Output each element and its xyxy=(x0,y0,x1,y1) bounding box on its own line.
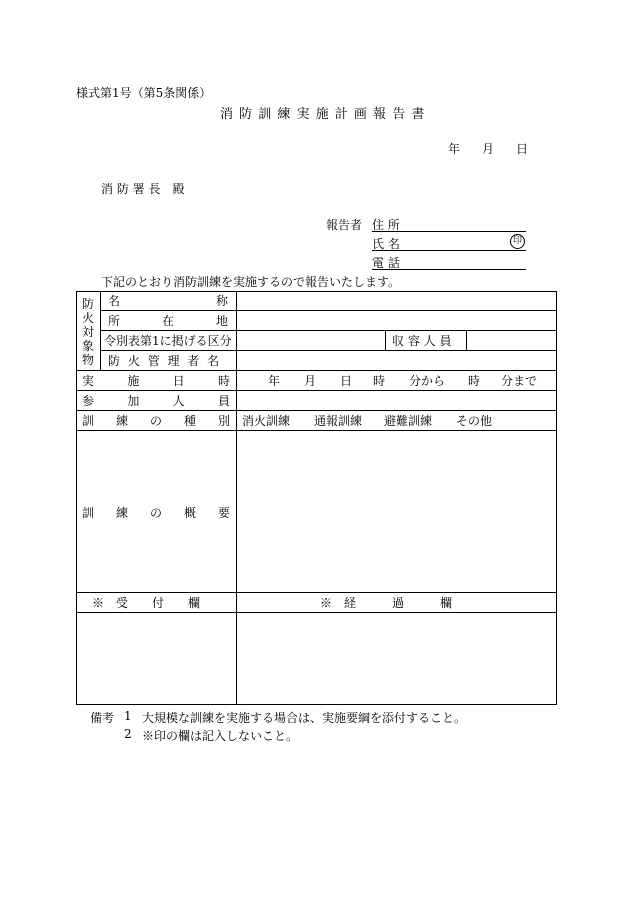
document-title: 消 防 訓 練 実 施 計 画 報 告 書 xyxy=(220,107,426,122)
form-number: 様式第1号（第5条関係） xyxy=(76,86,212,100)
training-overview-input[interactable] xyxy=(237,431,555,592)
addressee: 消 防 署 長 殿 xyxy=(101,182,185,196)
datetime-hour-to: 時 xyxy=(468,374,481,388)
capacity-input[interactable] xyxy=(467,331,555,350)
object-location-input[interactable] xyxy=(237,311,555,330)
training-type-reporting[interactable]: 通報訓練 xyxy=(314,414,363,428)
reporter-name-label: 氏 名 xyxy=(372,237,400,251)
date-day-label: 日 xyxy=(516,142,529,156)
note-2-number: 2 xyxy=(124,727,132,741)
reporter-phone-field[interactable] xyxy=(372,254,526,270)
training-type-other[interactable]: その他 xyxy=(456,414,493,428)
datetime-hour-from: 時 xyxy=(373,374,386,388)
manager-name-input[interactable] xyxy=(237,351,555,370)
reporter-address-label: 住 所 xyxy=(372,218,400,232)
note-2-text: ※印の欄は記入しないこと。 xyxy=(142,729,299,743)
datetime-day: 日 xyxy=(340,374,353,388)
object-name-input[interactable] xyxy=(237,292,555,310)
date-month-label: 月 xyxy=(482,142,495,156)
progress-area xyxy=(237,613,555,704)
notes-label: 備考 xyxy=(90,711,115,725)
reporter-address-field[interactable] xyxy=(372,216,526,232)
training-overview-label: 訓 練 の 概 要 xyxy=(82,506,230,520)
date-year-label: 年 xyxy=(448,142,461,156)
datetime-minute-from: 分から xyxy=(409,374,446,388)
manager-name-label: 防 火 管 理 者 名 xyxy=(108,354,222,368)
note-1-number: 1 xyxy=(124,709,132,723)
training-type-evacuation[interactable]: 避難訓練 xyxy=(384,414,433,428)
category-label: 令別表第1に掲げる区分 xyxy=(104,334,232,348)
reception-column-label: ※ 受 付 欄 xyxy=(92,596,201,610)
datetime-minute-to: 分まで xyxy=(501,374,538,388)
object-name-label: 名 称 xyxy=(108,294,228,308)
datetime-month: 月 xyxy=(304,374,317,388)
category-input[interactable] xyxy=(237,331,384,350)
capacity-label: 収 容 人 員 xyxy=(392,334,452,348)
participants-input[interactable] xyxy=(237,391,555,410)
training-type-fire-extinguishing[interactable]: 消火訓練 xyxy=(242,414,291,428)
training-type-label: 訓 練 の 種 別 xyxy=(82,414,230,428)
reporter-label: 報告者 xyxy=(326,218,363,232)
reporter-phone-label: 電 話 xyxy=(372,256,400,270)
note-1-text: 大規模な訓練を実施する場合は、実施要綱を添付すること。 xyxy=(142,711,467,725)
object-location-label: 所 在 地 xyxy=(108,314,228,328)
reception-area xyxy=(77,613,236,704)
datetime-label: 実 施 日 時 xyxy=(82,374,230,388)
fire-prevention-object-group-label: 防火対象物 xyxy=(81,297,94,367)
reporter-name-field[interactable] xyxy=(372,235,526,251)
intro-text: 下記のとおり消防訓練を実施するので報告いたします。 xyxy=(101,275,401,289)
progress-column-label: ※ 経 過 欄 xyxy=(320,596,453,610)
participants-label: 参 加 人 員 xyxy=(82,394,230,408)
datetime-year: 年 xyxy=(268,374,281,388)
seal-icon: 印 xyxy=(510,234,525,249)
